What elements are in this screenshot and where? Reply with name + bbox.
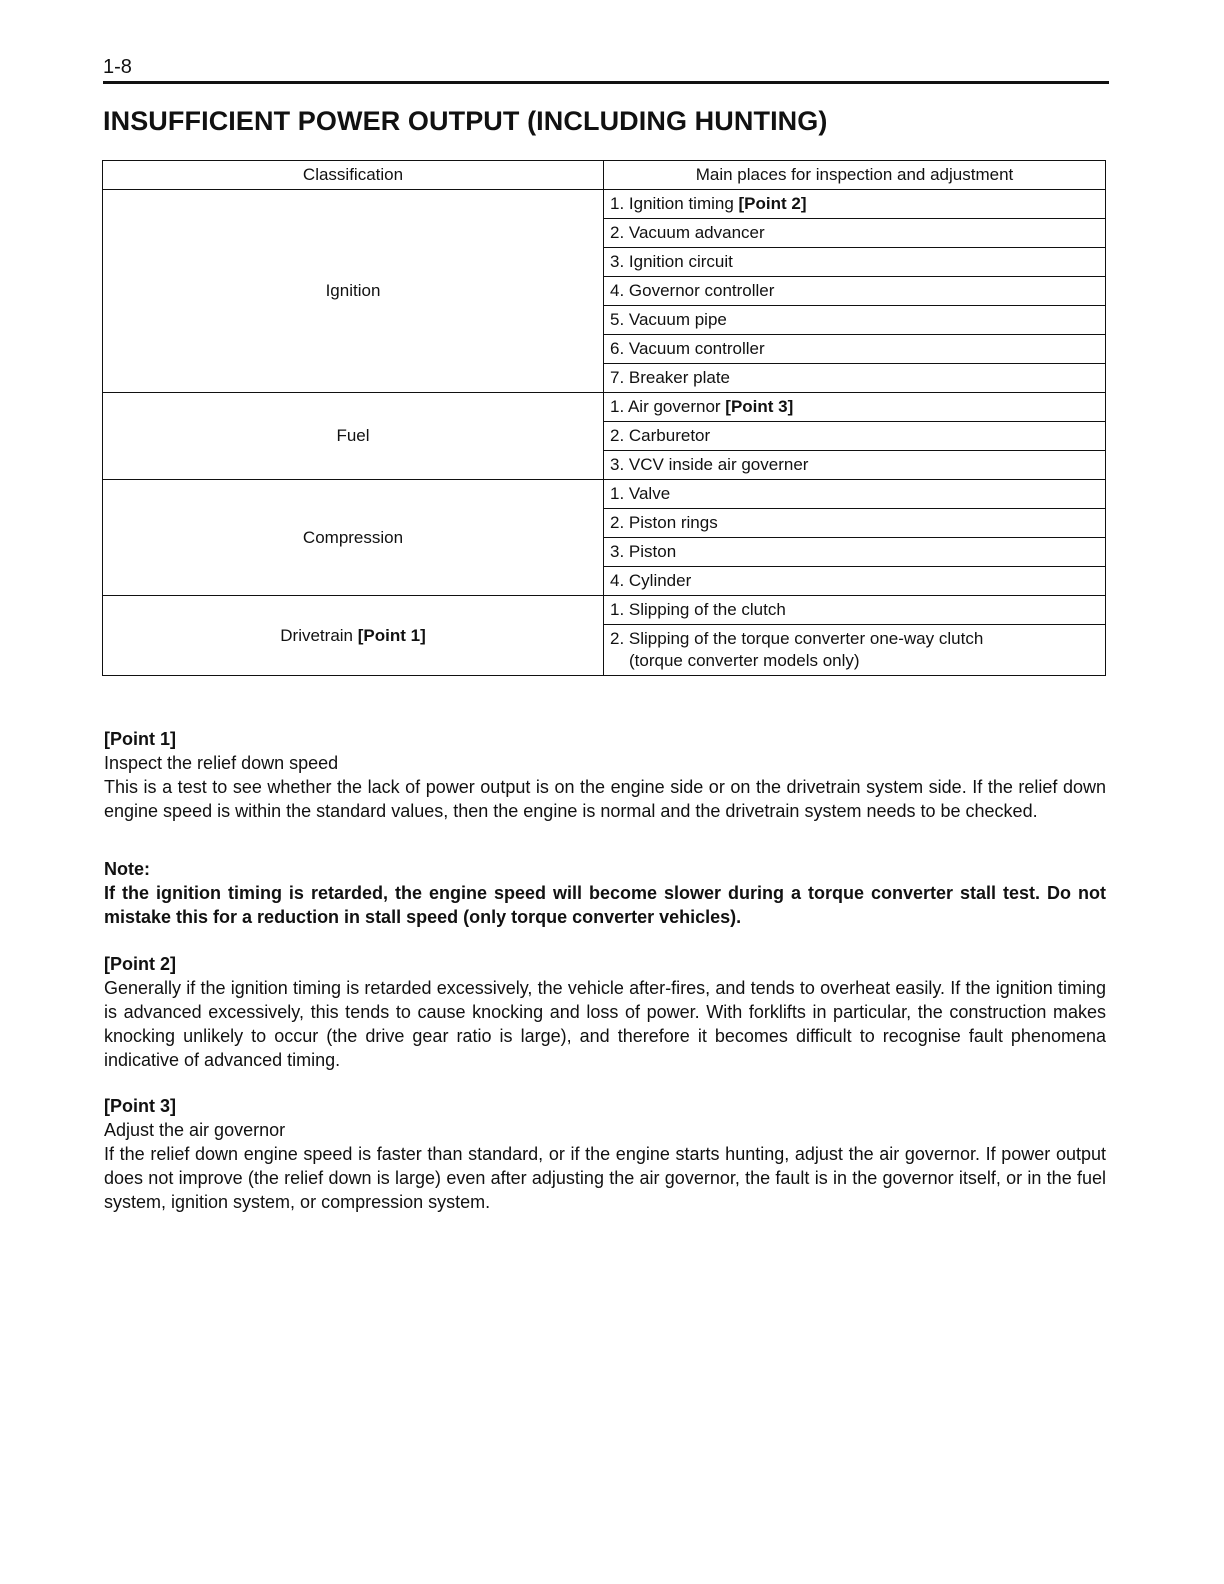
classification-compression: Compression <box>103 480 604 596</box>
point1-subheading: Inspect the relief down speed <box>104 753 339 773</box>
table-cell: 3. Piston <box>604 538 1106 567</box>
table-cell: 2. Vacuum advancer <box>604 219 1106 248</box>
classification-ignition: Ignition <box>103 190 604 393</box>
point-ref: [Point 2] <box>738 194 807 213</box>
table-cell: 4. Governor controller <box>604 277 1106 306</box>
point1-section <box>104 727 1106 823</box>
header-classification: Classification <box>103 161 604 190</box>
point1-body: This is a test to see whether the lack of power output is on the engine side or on the drivetrain system side. If the relief down engine speed is within the standard values, then the engine is normal and the drivetrain system needs to be checked. <box>104 777 1106 821</box>
point3-body: If the relief down engine speed is faster than standard, or if the engine starts hunting, adjust the air governor. If power output does not improve (the relief down is large) even after adjusting the air governor, the fault is in the governor itself, or in the fuel system, ignition system, or compression system. <box>104 1144 1106 1212</box>
page-number: 1-8 <box>103 56 132 78</box>
note-heading: Note: <box>104 859 150 879</box>
table-cell: 1. Air governor [Point 3] <box>604 393 1106 422</box>
table-cell: 1. Valve <box>604 480 1106 509</box>
header-rule <box>103 81 1109 84</box>
table-row <box>103 393 1106 422</box>
point2-heading: [Point 2] <box>104 954 176 974</box>
table-cell: 3. VCV inside air governer <box>604 451 1106 480</box>
note-body: If the ignition timing is retarded, the engine speed will become slower during a torque converter stall test. Do not mistake this for a reduction in stall speed (only torque converter vehicles). <box>104 883 1106 927</box>
table-cell: 3. Ignition circuit <box>604 248 1106 277</box>
table-cell: 1. Slipping of the clutch <box>604 596 1106 625</box>
table-cell: 4. Cylinder <box>604 567 1106 596</box>
note-section <box>104 857 1106 929</box>
header-main-places: Main places for inspection and adjustment <box>604 161 1106 190</box>
table-cell: 2. Carburetor <box>604 422 1106 451</box>
point-ref: [Point 3] <box>725 397 794 416</box>
table-cell: 6. Vacuum controller <box>604 335 1106 364</box>
point3-subheading: Adjust the air governor <box>104 1120 286 1140</box>
classification-fuel: Fuel <box>103 393 604 480</box>
table-row <box>103 596 1106 625</box>
point2-body: Generally if the ignition timing is retarded excessively, the vehicle after-fires, and tends to overheat easily. If the ignition timing is advanced excessively, this tends to cause knocking and loss of power. With forklifts in particular, the construction makes knocking unlikely to occur (the drive gear ratio is large), and therefore it becomes difficult to recognise fault phenomena indicative of advanced timing. <box>104 978 1106 1070</box>
point1-heading: [Point 1] <box>104 729 176 749</box>
page-title: INSUFFICIENT POWER OUTPUT (INCLUDING HUNTING) <box>103 106 828 136</box>
table-cell: 1. Ignition timing [Point 2] <box>604 190 1106 219</box>
table-cell: 7. Breaker plate <box>604 364 1106 393</box>
classification-drivetrain: Drivetrain [Point 1] <box>103 596 604 676</box>
table-header-row <box>103 161 1106 190</box>
table-cell: 2. Piston rings <box>604 509 1106 538</box>
table-cell-line2: (torque converter models only) <box>629 651 860 670</box>
point2-section <box>104 952 1106 1072</box>
point-ref: [Point 1] <box>357 625 426 645</box>
inspection-table <box>102 160 1106 676</box>
table-row <box>103 190 1106 219</box>
point3-section <box>104 1094 1106 1214</box>
table-row <box>103 480 1106 509</box>
table-cell: 5. Vacuum pipe <box>604 306 1106 335</box>
point3-heading: [Point 3] <box>104 1096 176 1116</box>
table-cell: 2. Slipping of the torque converter one-way clutch (torque converter models only) <box>604 625 1106 676</box>
